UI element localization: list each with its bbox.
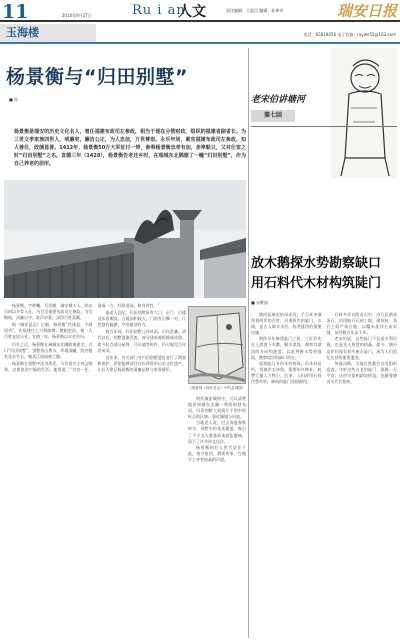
contact-info: 电话：65818056 电子信箱：raywe55@163.com [303, 32, 396, 37]
right-rule [251, 126, 397, 127]
edition-label: Ru i an [132, 3, 186, 18]
right-byline: ■ 宋维加 [251, 300, 269, 305]
storyteller-drawing [331, 48, 397, 178]
column-bar [0, 24, 400, 44]
column-divider [248, 48, 249, 638]
roof-photo-image [4, 180, 246, 298]
masthead [0, 0, 400, 22]
map-caption: （明嘉靖《瑞安县志》中的县城图） [188, 386, 246, 390]
body-paragraph: 杨景衡，字仲曦，号坦庵，瑞安城关人。明永乐间以乡荐入仕，历官至福建布政司左参政。为官期间，清廉自守，政声卓著，深得百姓爱戴。 [4, 303, 93, 321]
right-article [251, 48, 397, 637]
editors-credit: 责任编辑：王盐目 编辑：孙黄亭 [226, 8, 284, 13]
right-headline: 放木鹅探水势勘察缺口 用石料代木材构筑陡门 [251, 256, 382, 291]
body-paragraph: 石料多采自附近山中，由石匠凿成条石，再用船只运到工地。砌筑时，条石之间严丝合缝，以糯米浆拌石灰勾缝，历经数百年而不坏。 [326, 312, 397, 336]
body-paragraph: 塘河是瑞安的母亲河，千百年来滋养着两岸的百姓。河道两岸的陡门、水闸，是古人调节水位、防洪排涝的重要设施。 [251, 312, 322, 336]
body-paragraph: 起初陡门多用木材构筑，但木材易朽，常被洪水冲毁，需要年年修补，耗费大量人力物力。后来，人们改用石料代替木材，修筑的陡门坚固耐用。 [251, 360, 322, 385]
body-paragraph: 老宋伯说，这些陡门不仅是水利设施，也是先人智慧的结晶。如今，塘河沿岸仍保存着多座古陡门，成为人们追忆往昔的重要遗迹。 [326, 336, 397, 360]
body-paragraph: 明代瑞安城图中，可以清楚地看到城东北隅一带的街巷布局。归田别墅大致就位于图中所标示的区域，靠近城墙与河道。 [188, 396, 246, 420]
body-paragraph: 据老人回忆，归田别墅原有大门、正厅、后楼及东西厢房，占地面积较大。门前有石狮一对，厅堂悬有匾额，字迹遒劲有力。 [97, 310, 186, 328]
main-body-text [4, 303, 186, 633]
body-paragraph: 当地老人说，过去每逢春秋时节，别墅中的花木繁盛，吸引了不少文人墨客前来游览题咏，留下了许多诗文佳作。 [188, 420, 246, 444]
issue-date: 2010年9月27日 [62, 13, 92, 18]
storyteller-illustration [331, 48, 397, 178]
column-name: 玉海楼 [0, 24, 96, 42]
body-paragraph: 数百年间，归田别墅几经风雨，历经沧桑。清代以后，别墅逐渐荒废，部分建筑被拆除或改建。如今仅存部分屋脊、马头墙等构件，仍可窥见当年的风采。 [97, 329, 186, 353]
right-column-title: 老宋伯讲塘河 [251, 95, 306, 105]
body-paragraph: 据《瑞安县志》记载，杨景衡“性刚直，不阿权贵”，在福建任上兴利除弊，整顿吏治，使一方百姓安居乐业。宣德三年，杨景衡以年老告归。 [4, 322, 93, 340]
body-paragraph: 近年来，有关部门对归田别墅遗址进行了调查和保护，希望能够留住这份珍贵的历史文化遗产，让后人铭记杨景衡的清廉品格与家国情怀。 [97, 354, 186, 372]
main-headline: 杨景衡与“归田别墅” [6, 66, 188, 88]
body-paragraph: 杨景衡在别墅中读书著述，与乡贤名士诗文唱和，过着淡泊宁静的生活。他常说：“为官一任，造福一方；归隐田园，修身养性。” [4, 303, 160, 372]
county-map [188, 306, 246, 384]
section-title: 人文 [178, 4, 206, 20]
body-paragraph: 每逢汛期，当地百姓都会自发组织巡查，守护这些古老的陡门，保障一方平安。这份守望相助的情谊，也随着塘河水代代相传。 [326, 360, 397, 385]
county-map-image [189, 307, 246, 384]
body-paragraph: 杨景衡的后人世代居住于此，恪守祖训，耕读传家，在地方上享有较高的声望。 [188, 444, 246, 462]
episode-label: 第七回 [251, 110, 295, 122]
body-paragraph: 相传早年修建陡门之时，工匠们先在上游放下木鹅，顺水漂流，观察其漂流的方向和速度，以此判断水势的强弱，勘察堤岸的缺口所在。 [251, 336, 322, 360]
middle-body-text [188, 396, 246, 632]
right-body-text [251, 312, 397, 634]
page-number: 11 [2, 1, 29, 23]
newspaper-logo: 瑞安日报 [336, 2, 397, 20]
roof-photo [4, 180, 246, 298]
body-paragraph: 归乡之后，杨景衡在瑞城东北隅购地建宅，名曰“归田别墅”。别墅依山傍水，环境清幽，院内植有花木竹石，颇具江南园林之趣。 [4, 341, 93, 359]
main-byline: ■ 孙 [9, 97, 19, 102]
lead-paragraph: 杨景衡是瑞安的历史文化名人，曾任福建布政司左参政，相当于现在分管财政、组织的福建省副省长。为三世文孝家族四世人，明廉吏，廉洁公正，为人忠信，万世尊崇。永乐年间，累官福建布政司左参政，知人善任，政绩显著。1412年，杨景衡50万大军征讨一带，参奉杨景衡忠孝有加，亲率船只，又对仕宦之时“归田别墅”之名。宣德三年（1428），杨景衡告老还乡时，在瑞城东北隅建了一幢“归田别墅”，作为自己养老的居所。 [14, 129, 246, 167]
